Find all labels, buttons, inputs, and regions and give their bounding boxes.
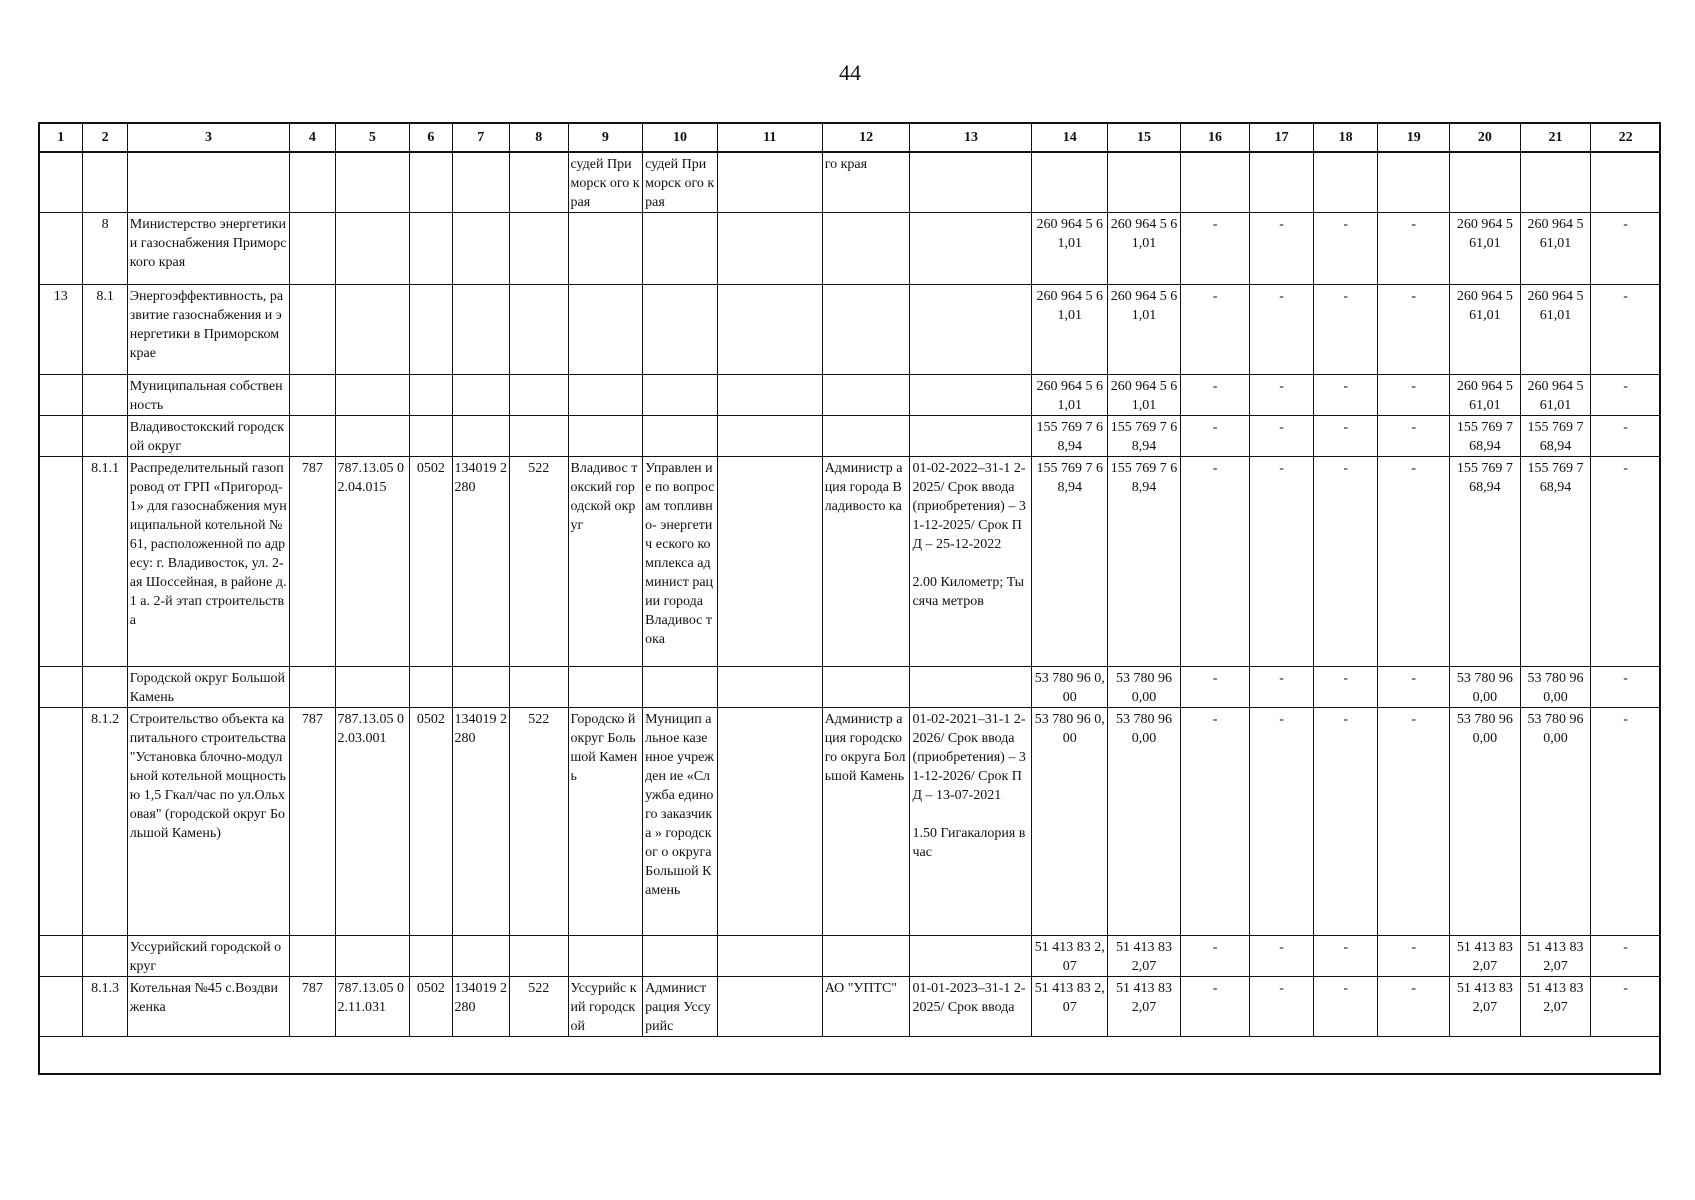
table-cell: -: [1250, 457, 1314, 667]
table-cell: [39, 667, 83, 708]
table-cell: -: [1250, 708, 1314, 936]
table-cell: Муницип альное казенное учрежден ие «Служба единого заказчика » городског о округа Большой Камень: [643, 708, 718, 936]
table-cell: 522: [510, 708, 569, 936]
table-cell: [83, 936, 127, 977]
table-cell: Городско й округ Большой Камень: [568, 708, 643, 936]
table-cell: -: [1180, 285, 1250, 375]
table-cell: [452, 285, 509, 375]
table-cell: -: [1313, 936, 1378, 977]
table-cell: [39, 977, 83, 1037]
table-cell: 51 413 83 2,07: [1108, 936, 1181, 977]
table-cell: [510, 375, 569, 416]
table-cell: [127, 152, 289, 213]
table-cell: [822, 213, 910, 285]
table-cell: -: [1250, 667, 1314, 708]
table-cell: [822, 375, 910, 416]
table-cell: [335, 213, 410, 285]
table-cell: АО "УПТС": [822, 977, 910, 1037]
table-cell: 0502: [410, 977, 452, 1037]
table-cell: [822, 416, 910, 457]
table-cell: -: [1591, 667, 1661, 708]
table-cell: [452, 936, 509, 977]
table-cell: [335, 936, 410, 977]
table-cell: [452, 213, 509, 285]
table-row: [39, 152, 1661, 213]
table-cell: [717, 213, 822, 285]
column-header: 15: [1108, 123, 1181, 153]
table-cell: Энергоэффективность, развитие газоснабжения и энергетики в Приморском крае: [127, 285, 289, 375]
table-cell: [643, 416, 718, 457]
table-cell: [335, 416, 410, 457]
column-header: 12: [822, 123, 910, 153]
table-cell: 155 769 7 68,94: [1450, 416, 1521, 457]
table-cell: [290, 936, 335, 977]
table-cell: [1520, 152, 1591, 213]
table-cell: -: [1313, 375, 1378, 416]
table-cell: [717, 457, 822, 667]
table-cell: 8.1.3: [83, 977, 127, 1037]
table-row: [39, 936, 1661, 977]
table-cell: Администр ация города Владивосто ка: [822, 457, 910, 667]
table-cell: [568, 936, 643, 977]
table-cell: 134019 2280: [452, 457, 509, 667]
column-header: 9: [568, 123, 643, 153]
table-cell: [39, 375, 83, 416]
column-header: 16: [1180, 123, 1250, 153]
table-cell: [910, 375, 1032, 416]
table-cell: -: [1180, 708, 1250, 936]
table-cell: -: [1180, 457, 1250, 667]
table-cell: [83, 375, 127, 416]
table-cell: [910, 667, 1032, 708]
table-cell: -: [1180, 936, 1250, 977]
table-cell: [568, 213, 643, 285]
table-cell: -: [1313, 457, 1378, 667]
table-cell: Распределительный газопровод от ГРП «Пригород-1» для газоснабжения муниципальной котельной № 61, расположенной по адресу: г. Владивосток, ул. 2-ая Шоссейная, в районе д. 1 а. 2-й этап строительства: [127, 457, 289, 667]
table-cell: [410, 936, 452, 977]
table-cell: [335, 667, 410, 708]
table-cell: -: [1250, 213, 1314, 285]
table-cell: 787.13.05 02.03.001: [335, 708, 410, 936]
table-cell: 0502: [410, 708, 452, 936]
table-cell: 8: [83, 213, 127, 285]
table-cell: [1180, 152, 1250, 213]
column-header: 14: [1032, 123, 1108, 153]
table-cell: Администр ация городского округа Большой Камень: [822, 708, 910, 936]
table-cell: 8.1.2: [83, 708, 127, 936]
table-cell: Городской округ Большой Камень: [127, 667, 289, 708]
table-cell: [452, 667, 509, 708]
table-cell: -: [1378, 708, 1450, 936]
table-cell: [568, 375, 643, 416]
table-cell: 51 413 83 2,07: [1032, 977, 1108, 1037]
column-header: 4: [290, 123, 335, 153]
column-header: 21: [1520, 123, 1591, 153]
table-cell: 522: [510, 977, 569, 1037]
table-cell: [410, 375, 452, 416]
table-cell: [39, 213, 83, 285]
table-cell: 51 413 83 2,07: [1520, 936, 1591, 977]
table-cell: 01-02-2021–31-1 2-2026/ Срок ввода (приобретения) – 31-12-2026/ Срок ПД – 13-07-2021 1.50 Гигакалория в час: [910, 708, 1032, 936]
table-cell: -: [1591, 285, 1661, 375]
table-cell: [510, 285, 569, 375]
table-cell: 51 413 83 2,07: [1450, 936, 1521, 977]
table-row: [39, 667, 1661, 708]
table-cell: судей Приморск ого края: [643, 152, 718, 213]
table-cell: [1032, 152, 1108, 213]
table-cell: -: [1180, 375, 1250, 416]
table-cell: 01-01-2023–31-1 2-2025/ Срок ввода: [910, 977, 1032, 1037]
table-row: [39, 213, 1661, 285]
table-cell: [1591, 152, 1661, 213]
table-cell: -: [1313, 977, 1378, 1037]
table-row: [39, 977, 1661, 1037]
table-cell: [717, 152, 822, 213]
table-cell: -: [1250, 416, 1314, 457]
table-cell: [643, 936, 718, 977]
table-cell: [410, 152, 452, 213]
table-cell: 260 964 5 61,01: [1032, 285, 1108, 375]
table-cell: 260 964 5 61,01: [1108, 285, 1181, 375]
table-cell: -: [1591, 708, 1661, 936]
table-cell: [335, 375, 410, 416]
table-cell: [1313, 152, 1378, 213]
table-cell: -: [1180, 977, 1250, 1037]
table-cell: -: [1378, 375, 1450, 416]
table-cell: [290, 213, 335, 285]
table-row: [39, 285, 1661, 375]
table-cell: 787: [290, 977, 335, 1037]
table-cell: [290, 152, 335, 213]
table-cell: [717, 936, 822, 977]
table-cell: [717, 708, 822, 936]
column-header: 22: [1591, 123, 1661, 153]
table-cell: 260 964 5 61,01: [1032, 213, 1108, 285]
table-cell: 260 964 5 61,01: [1450, 285, 1521, 375]
table-cell: [1108, 152, 1181, 213]
table-cell: 13: [39, 285, 83, 375]
table-cell: Владивос токский городской округ: [568, 457, 643, 667]
table-cell: -: [1250, 375, 1314, 416]
budget-table: [38, 122, 1661, 1037]
table-cell: [717, 375, 822, 416]
table-cell: -: [1591, 213, 1661, 285]
table-cell: [452, 152, 509, 213]
table-cell: -: [1313, 708, 1378, 936]
table-row: [39, 375, 1661, 416]
table-cell: 155 769 7 68,94: [1108, 457, 1181, 667]
table-cell: Уссурийс кий городской: [568, 977, 643, 1037]
table-cell: 0502: [410, 457, 452, 667]
table-cell: 53 780 96 0,00: [1032, 667, 1108, 708]
table-cell: [717, 977, 822, 1037]
table-cell: 51 413 83 2,07: [1520, 977, 1591, 1037]
table-cell: [1378, 152, 1450, 213]
table-cell: 01-02-2022–31-1 2-2025/ Срок ввода (приобретения) – 31-12-2025/ Срок ПД – 25-12-2022 2.00 Километр; Тысяча метров: [910, 457, 1032, 667]
table-cell: -: [1378, 213, 1450, 285]
table-cell: [510, 936, 569, 977]
table-cell: 260 964 5 61,01: [1108, 375, 1181, 416]
column-header: 7: [452, 123, 509, 153]
table-cell: Котельная №45 с.Воздвиженка: [127, 977, 289, 1037]
table-cell: 787.13.05 02.04.015: [335, 457, 410, 667]
table-cell: 53 780 96 0,00: [1520, 708, 1591, 936]
table-cell: 53 780 96 0,00: [1520, 667, 1591, 708]
table-cell: [717, 667, 822, 708]
table-cell: -: [1378, 416, 1450, 457]
table-cell: Строительство объекта капитального строительства "Установка блочно-модульной котельной мощностью 1,5 Гкал/час по ул.Ольховая" (городской округ Большой Камень): [127, 708, 289, 936]
table-cell: судей Приморск ого края: [568, 152, 643, 213]
table-cell: 53 780 96 0,00: [1450, 708, 1521, 936]
table-cell: [910, 152, 1032, 213]
table-cell: Муниципальная собственность: [127, 375, 289, 416]
table-cell: [452, 416, 509, 457]
table-cell: [910, 285, 1032, 375]
table-cell: 8.1: [83, 285, 127, 375]
table-cell: [290, 375, 335, 416]
table-cell: [822, 936, 910, 977]
table-cell: [717, 285, 822, 375]
table-cell: 787: [290, 457, 335, 667]
table-cell: 155 769 7 68,94: [1032, 416, 1108, 457]
column-header: 8: [510, 123, 569, 153]
table-cell: Управлен ие по вопросам топливно- энергетич еского комплекса админист рации города Владивос тока: [643, 457, 718, 667]
column-header: 11: [717, 123, 822, 153]
column-header: 20: [1450, 123, 1521, 153]
table-cell: -: [1313, 667, 1378, 708]
table-cell: 260 964 5 61,01: [1520, 213, 1591, 285]
column-header: 19: [1378, 123, 1450, 153]
table-cell: [643, 213, 718, 285]
table-cell: 260 964 5 61,01: [1450, 213, 1521, 285]
column-header: 10: [643, 123, 718, 153]
table-cell: 155 769 7 68,94: [1450, 457, 1521, 667]
table-cell: [410, 416, 452, 457]
column-header: 3: [127, 123, 289, 153]
table-cell: [1250, 152, 1314, 213]
column-header: 5: [335, 123, 410, 153]
table-cell: -: [1591, 457, 1661, 667]
table-cell: [290, 285, 335, 375]
table-cell: 134019 2280: [452, 708, 509, 936]
table-cell: 53 780 96 0,00: [1108, 708, 1181, 936]
table-cell: 260 964 5 61,01: [1450, 375, 1521, 416]
table-cell: 155 769 7 68,94: [1520, 457, 1591, 667]
table-cell: -: [1180, 667, 1250, 708]
table-cell: [83, 152, 127, 213]
table-cell: [568, 416, 643, 457]
table-cell: -: [1250, 285, 1314, 375]
table-cell: 260 964 5 61,01: [1108, 213, 1181, 285]
table-cell: [643, 375, 718, 416]
column-header: 13: [910, 123, 1032, 153]
table-cell: [39, 152, 83, 213]
table-cell: -: [1313, 416, 1378, 457]
table-cell: [410, 667, 452, 708]
table-cell: [83, 416, 127, 457]
table-cell: 53 780 96 0,00: [1450, 667, 1521, 708]
table-cell: 51 413 83 2,07: [1450, 977, 1521, 1037]
table-cell: 155 769 7 68,94: [1032, 457, 1108, 667]
table-cell: 522: [510, 457, 569, 667]
table-cell: -: [1378, 936, 1450, 977]
table-cell: -: [1180, 416, 1250, 457]
table-cell: [452, 375, 509, 416]
table-cell: [39, 457, 83, 667]
table-cell: [568, 667, 643, 708]
table-row: [39, 416, 1661, 457]
table-cell: [510, 213, 569, 285]
table-cell: [510, 667, 569, 708]
table-cell: [1450, 152, 1521, 213]
table-cell: 53 780 96 0,00: [1032, 708, 1108, 936]
table-cell: [643, 285, 718, 375]
table-cell: [410, 213, 452, 285]
table-row: [39, 457, 1661, 667]
table-cell: [822, 285, 910, 375]
column-header: 2: [83, 123, 127, 153]
table-cell: -: [1250, 977, 1314, 1037]
table-cell: Министерство энергетики и газоснабжения Приморского края: [127, 213, 289, 285]
table-cell: [335, 285, 410, 375]
table-cell: Владивостокский городской округ: [127, 416, 289, 457]
table-cell: [335, 152, 410, 213]
table-cell: [510, 416, 569, 457]
table-cell: Уссурийский городской округ: [127, 936, 289, 977]
table-cell: [290, 416, 335, 457]
table-cell: го края: [822, 152, 910, 213]
column-header: 6: [410, 123, 452, 153]
table-cell: -: [1313, 213, 1378, 285]
table-cell: -: [1378, 285, 1450, 375]
table-cell: [910, 936, 1032, 977]
table-cell: -: [1180, 213, 1250, 285]
table-cell: -: [1591, 936, 1661, 977]
table-cell: [643, 667, 718, 708]
table-cell: [83, 667, 127, 708]
table-cell: 8.1.1: [83, 457, 127, 667]
table-cell: -: [1591, 416, 1661, 457]
table-cell: [290, 667, 335, 708]
table-cell: [717, 416, 822, 457]
table-cell: -: [1378, 977, 1450, 1037]
table-cell: [39, 416, 83, 457]
table-cell: -: [1591, 375, 1661, 416]
table-cell: -: [1313, 285, 1378, 375]
table-cell: [510, 152, 569, 213]
table-cell: 53 780 96 0,00: [1108, 667, 1181, 708]
table-cell: 787: [290, 708, 335, 936]
table-cell: 51 413 83 2,07: [1032, 936, 1108, 977]
table-cell: 260 964 5 61,01: [1032, 375, 1108, 416]
table-cell: 155 769 7 68,94: [1108, 416, 1181, 457]
header-row: [39, 123, 1661, 153]
table-cell: [822, 667, 910, 708]
table-cell: 51 413 83 2,07: [1108, 977, 1181, 1037]
table-cell: [39, 936, 83, 977]
column-header: 1: [39, 123, 83, 153]
table-cell: 155 769 7 68,94: [1520, 416, 1591, 457]
table-cell: [568, 285, 643, 375]
table-cell: 260 964 5 61,01: [1520, 375, 1591, 416]
table-cell: Админист рация Уссурийс: [643, 977, 718, 1037]
page-number: 44: [839, 60, 861, 85]
table-cell: [39, 708, 83, 936]
table-cell: [910, 416, 1032, 457]
column-header: 18: [1313, 123, 1378, 153]
table-cell: -: [1378, 457, 1450, 667]
table-cell: [410, 285, 452, 375]
table-cell: [910, 213, 1032, 285]
table-cell: -: [1250, 936, 1314, 977]
table-cell: -: [1591, 977, 1661, 1037]
table-cell: 787.13.05 02.11.031: [335, 977, 410, 1037]
table-cell: -: [1378, 667, 1450, 708]
column-header: 17: [1250, 123, 1314, 153]
table-cell: 134019 2280: [452, 977, 509, 1037]
table-cell: 260 964 5 61,01: [1520, 285, 1591, 375]
table-row: [39, 708, 1661, 936]
